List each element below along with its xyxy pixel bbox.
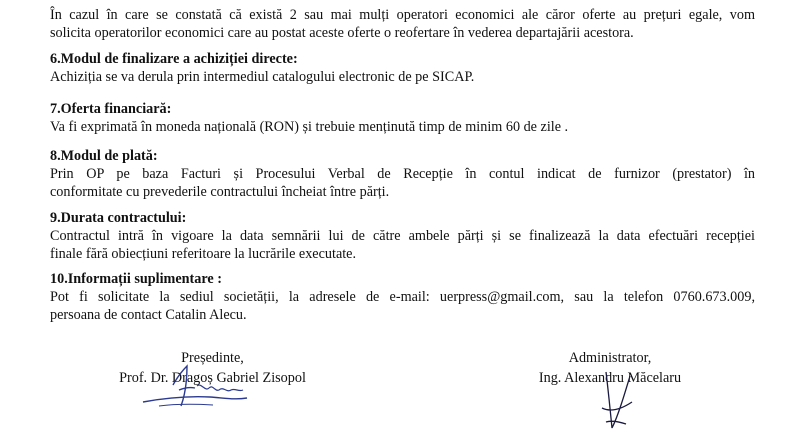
signature-name: Ing. Alexandru Măcelaru [538, 370, 682, 386]
section-text: conformitate cu prevederile contractului încheiat între părți. [50, 184, 390, 200]
section-text: Prin OP pe baza Facturi și Procesului Verbal de Recepție în contul indicat de furnizor (prestator) în [50, 166, 755, 182]
section-heading: 6.Modul de finalizare a achiziției directe: [50, 51, 298, 67]
section-finalizare [50, 50, 755, 86]
signature-role: Administrator, [568, 350, 652, 366]
section-heading: 8.Modul de plată: [50, 148, 158, 164]
section-modul-plata [50, 147, 755, 201]
section-heading: 10.Informații suplimentare : [50, 271, 222, 287]
signature-name: Prof. Dr. Dragoș Gabriel Zisopol [119, 370, 306, 386]
section-text: Pot fi solicitate la sediul societății, la adresele de e-mail: uerpress@gmail.com, sau la telefon 0760.673.009, [50, 289, 755, 305]
handwritten-signature-president [135, 360, 275, 420]
section-informatii-suplimentare [50, 270, 755, 324]
section-text: persoana de contact Catalin Alecu. [50, 307, 247, 323]
intro-paragraph [50, 6, 755, 42]
handwritten-signature-administrator [592, 368, 642, 434]
section-text: Contractul intră în vigoare la data semnării lui de către ambele părți și se finalizează la data efectuări recepției [50, 228, 755, 244]
section-text: Achiziția se va derula prin intermediul catalogului electronic de pe SICAP. [50, 69, 475, 85]
section-heading: 9.Durata contractului: [50, 210, 187, 226]
section-heading: 7.Oferta financiară: [50, 101, 172, 117]
section-text: finale fără obiecțiuni referitoare la lucrările executate. [50, 246, 357, 262]
section-durata-contract [50, 209, 755, 263]
intro-line-2: solicita operatorilor economici care au postat aceste oferte o reofertare în vederea departajării acestora. [50, 25, 634, 41]
section-text: Va fi exprimată în moneda națională (RON) și trebuie menținută timp de minim 60 de zile . [50, 119, 569, 135]
signature-role: Președinte, [181, 350, 244, 366]
intro-line-1: În cazul în care se constată că există 2 sau mai mulți operatori economici ale căror oferte au prețuri egale, vom [50, 7, 755, 23]
section-oferta-financiara [50, 100, 755, 136]
